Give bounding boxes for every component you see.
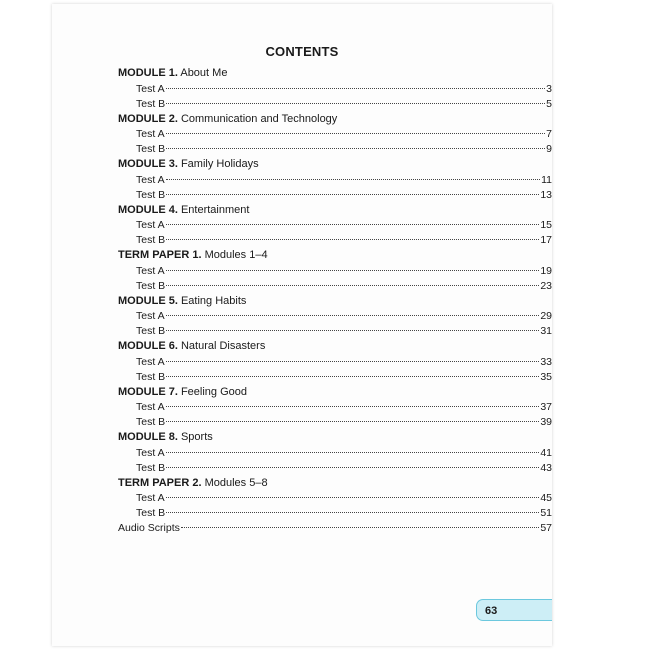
section-title: Eating Habits: [177, 294, 247, 307]
entry-page: 57: [540, 522, 552, 534]
toc-entry[interactable]: [118, 218, 552, 233]
entry-page: 15: [540, 219, 552, 231]
dot-leader: [166, 103, 545, 104]
toc-section-module-5: [118, 294, 552, 340]
entry-page: 43: [540, 461, 552, 474]
section-heading: [118, 66, 552, 82]
section-number: MODULE 8.: [118, 431, 178, 443]
entry-page: 31: [540, 325, 552, 337]
section-number: TERM PAPER 1.: [118, 249, 202, 261]
entry-label: Test A: [136, 446, 165, 459]
toc-entry[interactable]: [118, 142, 552, 157]
toc-section-module-7: [118, 385, 552, 431]
page-title: CONTENTS: [265, 44, 339, 59]
entry-page: 5: [546, 97, 552, 110]
entry-page: 9: [546, 143, 552, 155]
entry-label: Test A: [136, 264, 165, 277]
dot-leader: [166, 330, 539, 331]
toc-entry[interactable]: [118, 127, 552, 142]
section-number: MODULE 4.: [118, 203, 178, 216]
toc-entry[interactable]: [118, 233, 552, 248]
toc-section-module-8: [118, 430, 552, 476]
dot-leader: [166, 194, 539, 195]
section-title: Modules 1–4: [201, 249, 268, 261]
entry-page: 23: [540, 279, 552, 292]
toc-entry[interactable]: [118, 370, 552, 385]
toc-section-module-3: [118, 157, 552, 203]
toc-entry[interactable]: [118, 355, 552, 370]
section-title: About Me: [177, 67, 228, 79]
entry-label: Test B: [136, 188, 166, 201]
entry-page: 17: [540, 234, 552, 246]
toc-entry[interactable]: [118, 415, 552, 430]
section-heading: [118, 476, 552, 492]
page-number-tab: 63: [476, 599, 552, 621]
section-number: MODULE 2.: [118, 112, 178, 125]
toc-entry[interactable]: [118, 446, 552, 461]
section-title: Feeling Good: [177, 385, 248, 398]
entry-page: 3: [546, 82, 552, 95]
entry-label: Test B: [136, 97, 166, 110]
dot-leader: [166, 376, 539, 377]
dot-leader: [166, 88, 546, 89]
entry-page: 33: [540, 355, 552, 368]
entry-page: 29: [540, 310, 552, 322]
entry-label: Test A: [136, 492, 165, 504]
entry-label: Test A: [136, 219, 165, 231]
entry-page: 35: [540, 370, 552, 383]
toc-entry[interactable]: [118, 279, 552, 294]
dot-leader: [166, 467, 539, 468]
section-heading: [118, 157, 552, 173]
entry-label: Test A: [136, 128, 165, 140]
section-title: Sports: [177, 431, 213, 443]
toc-section-term-paper-2: [118, 476, 552, 522]
entry-page: 37: [540, 401, 552, 413]
section-title: Family Holidays: [177, 158, 259, 170]
toc-section-module-2: [118, 112, 552, 158]
toc-entry[interactable]: [118, 324, 552, 339]
toc-section-module-1: [118, 66, 552, 112]
entry-label: Test B: [136, 461, 166, 474]
dot-leader: [166, 224, 540, 225]
entry-label: Test A: [136, 173, 165, 186]
entry-label: Test B: [136, 279, 166, 292]
toc-entry[interactable]: [118, 97, 552, 112]
dot-leader: [166, 270, 540, 271]
toc-entry[interactable]: [118, 188, 552, 203]
toc-entry[interactable]: [118, 506, 552, 521]
section-number: MODULE 5.: [118, 294, 178, 307]
entry-page: 45: [540, 492, 552, 504]
dot-leader: [166, 239, 539, 240]
toc-entry[interactable]: [118, 491, 552, 506]
entry-page: 39: [540, 416, 552, 428]
section-number: MODULE 7.: [118, 385, 178, 398]
entry-label: Test B: [136, 370, 166, 383]
entry-label: Test B: [136, 234, 166, 246]
toc-entry[interactable]: [118, 82, 552, 97]
entry-page: 13: [540, 188, 552, 201]
toc-entry[interactable]: [118, 309, 552, 324]
toc-entry[interactable]: [118, 461, 552, 476]
dot-leader: [166, 512, 539, 513]
entry-label: Audio Scripts: [118, 522, 180, 534]
document-page: [52, 4, 552, 646]
entry-page: 11: [541, 173, 552, 186]
entry-label: Test B: [136, 507, 166, 519]
entry-label: Test A: [136, 355, 165, 368]
entry-label: Test A: [136, 401, 165, 413]
toc-entry-audio-scripts[interactable]: [118, 521, 552, 536]
entry-page: 19: [540, 264, 552, 277]
section-heading: [118, 430, 552, 446]
entry-label: Test B: [136, 416, 166, 428]
entry-page: 41: [540, 446, 552, 459]
section-heading: [118, 203, 552, 219]
dot-leader: [166, 421, 539, 422]
section-heading: [118, 112, 552, 128]
toc-section-module-4: [118, 203, 552, 249]
entry-label: Test A: [136, 310, 165, 322]
section-heading: [118, 294, 552, 310]
entry-label: Test B: [136, 143, 166, 155]
dot-leader: [166, 285, 539, 286]
section-title: Natural Disasters: [177, 340, 266, 352]
dot-leader: [166, 452, 540, 453]
section-number: MODULE 3.: [118, 158, 178, 170]
dot-leader: [166, 148, 545, 149]
table-of-contents: [118, 66, 552, 536]
section-title: Entertainment: [177, 203, 250, 216]
toc-entry[interactable]: [118, 264, 552, 279]
section-heading: [118, 248, 552, 264]
dot-leader: [166, 406, 540, 407]
dot-leader: [166, 497, 540, 498]
section-number: MODULE 1.: [118, 67, 178, 79]
toc-section-term-paper-1: [118, 248, 552, 294]
toc-entry[interactable]: [118, 400, 552, 415]
dot-leader: [181, 527, 539, 528]
section-heading: [118, 339, 552, 355]
section-title: Modules 5–8: [201, 476, 268, 489]
toc-section-module-6: [118, 339, 552, 385]
dot-leader: [166, 361, 540, 362]
entry-label: Test A: [136, 82, 165, 95]
dot-leader: [166, 179, 540, 180]
section-number: MODULE 6.: [118, 340, 178, 352]
section-number: TERM PAPER 2.: [118, 476, 202, 489]
dot-leader: [166, 315, 540, 316]
entry-label: Test B: [136, 325, 166, 337]
toc-entry[interactable]: [118, 173, 552, 188]
section-title: Communication and Technology: [177, 112, 338, 125]
entry-page: 7: [546, 128, 552, 140]
entry-page: 51: [540, 507, 552, 519]
dot-leader: [166, 133, 546, 134]
section-heading: [118, 385, 552, 401]
